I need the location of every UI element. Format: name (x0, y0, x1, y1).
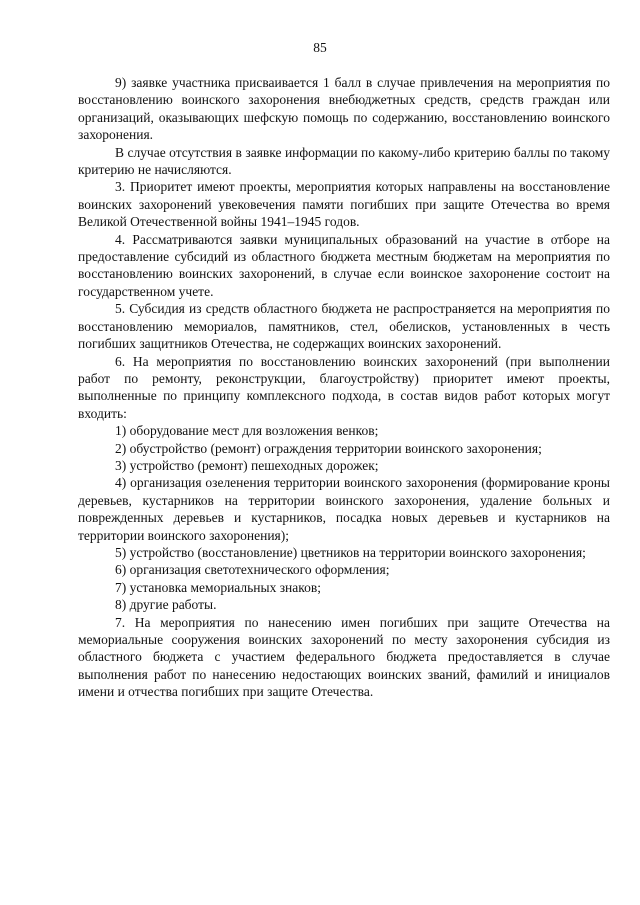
list-item-work-3: 3) устройство (ремонт) пешеходных дорожек; (115, 457, 379, 473)
paragraph-item-7-names: 7. На мероприятия по нанесению имен погибших при защите Отечества на мемориальные сооружения воинских захоронений по месту захоронения субсидия из областного бюджета с участием федерального бюджета предоставляется в случае выполнения работ по нанесению недостающих воинских званий, фамилий и инициалов имени и отчества погибших при защите Отечества. (78, 614, 610, 700)
list-item-work-2: 2) обустройство (ремонт) ограждения территории воинского захоронения; (115, 440, 542, 456)
document-body (78, 74, 610, 701)
list-item-work-7: 7) установка мемориальных знаков; (115, 579, 322, 595)
list-item-work-8: 8) другие работы. (115, 597, 217, 613)
list-item-work-1: 1) оборудование мест для возложения венков; (115, 423, 379, 439)
paragraph-item-6-complex-approach: 6. На мероприятия по восстановлению воинских захоронений (при выполнении работ по ремонту, реконструкции, благоустройству) приоритет имеют проекты, выполненные по принципу комплексного подхода, в состав видов работ которых могут входить: (78, 353, 610, 421)
list-item-work-4: 4) организация озеленения территории воинского захоронения (формирование кроны деревьев, кустарников на территории воинского захоронения, удаление больных и поврежденных деревьев и кустарников, посадка новых деревьев и кустарников на территории воинского захоронения); (78, 475, 610, 543)
paragraph-criterion-9: 9) заявке участника присваивается 1 балл в случае привлечения на мероприятия по восстановлению воинского захоронения внебюджетных средств, средств граждан или организаций, оказывающих шефскую помощь по содержанию, восстановлению воинского захоронения. (78, 75, 610, 143)
paragraph-missing-info-note: В случае отсутствия в заявке информации по какому-либо критерию баллы по такому критерию не начисляются. (78, 144, 610, 178)
paragraph-item-5-subsidy-scope: 5. Субсидия из средств областного бюджета не распространяется на мероприятия по восстановлению мемориалов, памятников, стел, обелисков, установленных в честь погибших защитников Отечества, не содержащих воинских захоронений. (78, 301, 610, 352)
list-item-work-5: 5) устройство (восстановление) цветников на территории воинского захоронения; (115, 544, 586, 560)
page-number: 85 (313, 40, 327, 55)
paragraph-item-4-applications: 4. Рассматриваются заявки муниципальных образований на участие в отборе на предоставление субсидий из областного бюджета местным бюджетам на мероприятия по восстановлению воинских захоронений, в случае если воинское захоронение состоит на государственном учете. (78, 231, 610, 299)
list-item-work-6: 6) организация светотехнического оформления; (115, 562, 390, 578)
paragraph-item-3-priority: 3. Приоритет имеют проекты, мероприятия которых направлены на восстановление воинских захоронений увековечения памяти погибших при защите Отечества во время Великой Отечественной войны 1941–1945 годов. (78, 179, 610, 230)
